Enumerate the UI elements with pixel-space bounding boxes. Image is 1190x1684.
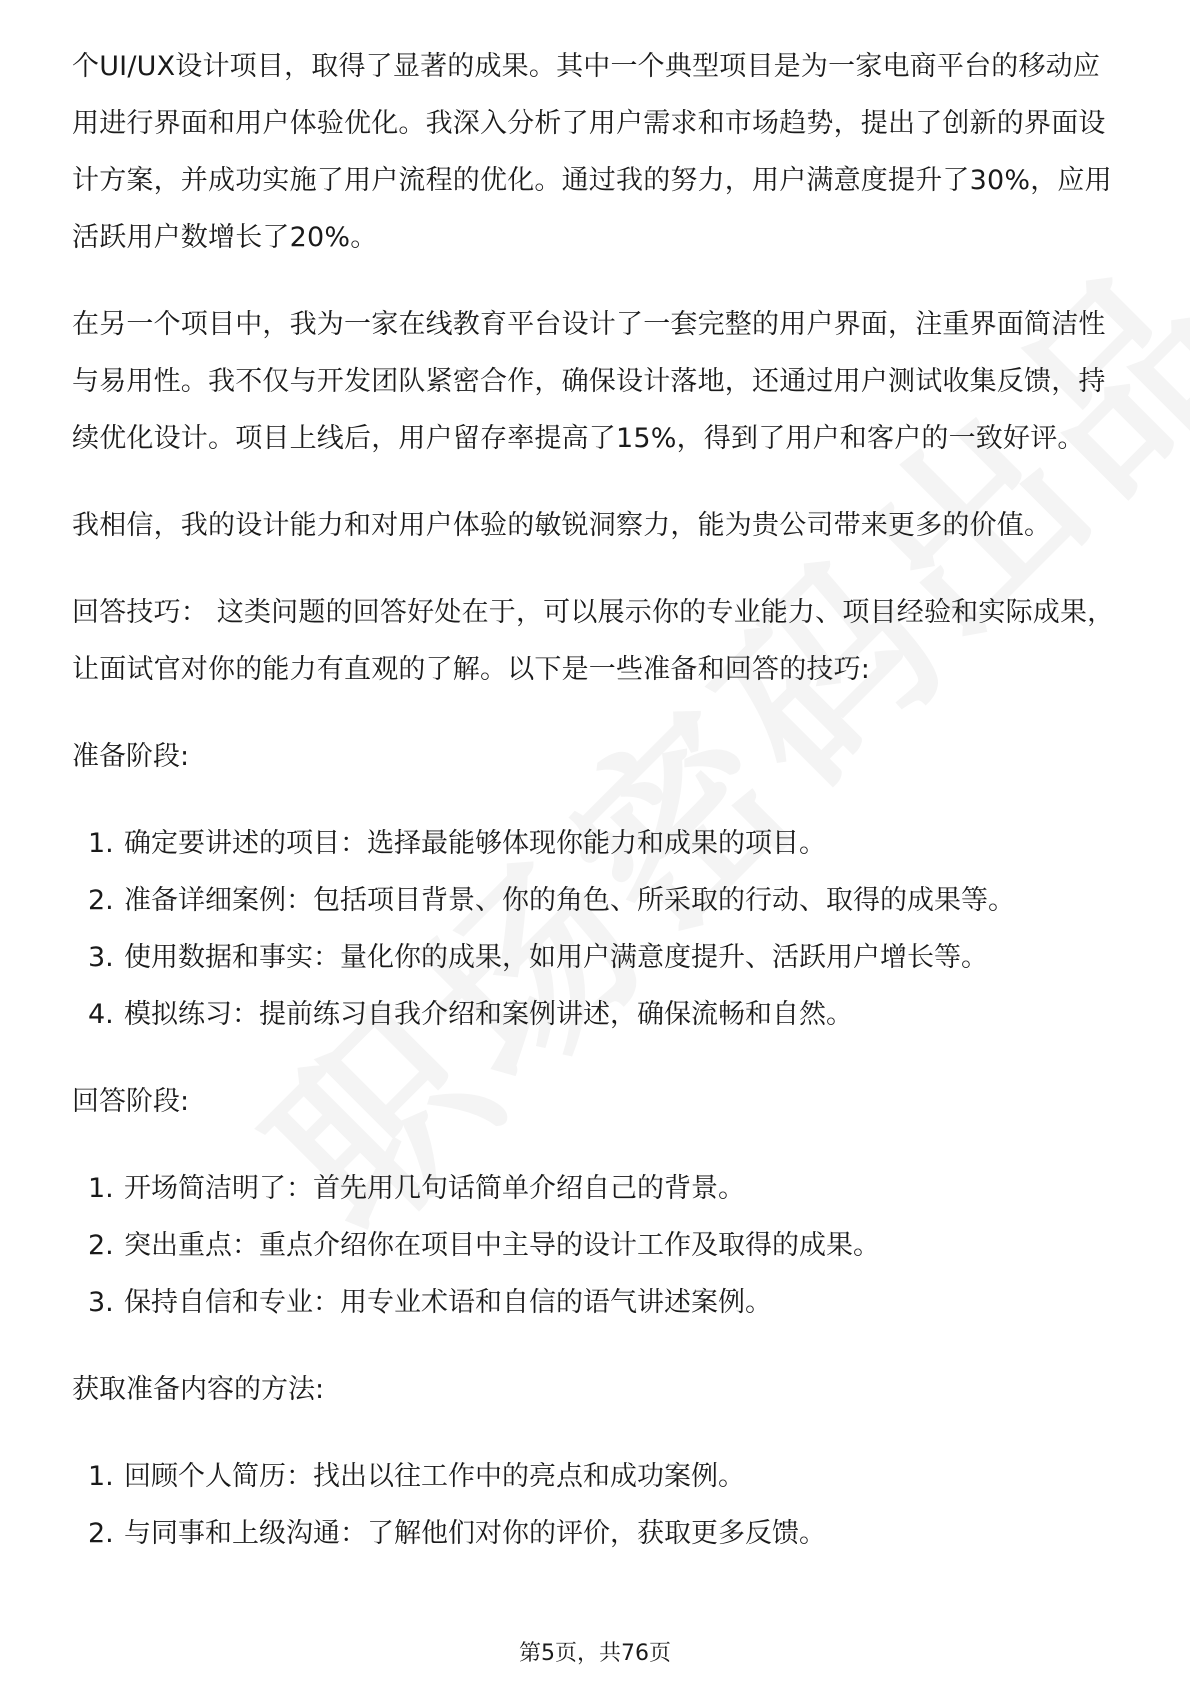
paragraph-answer-tips: 回答技巧： 这类问题的回答好处在于，可以展示你的专业能力、项目经验和实际成果，让面试官对你的能力有直观的了解。以下是一些准备和回答的技巧: [72, 597, 1115, 685]
list-item-number: 2. [88, 1518, 114, 1549]
list-item-number: 1. [88, 1173, 114, 1204]
list-item-text: 突出重点：重点介绍你在项目中主导的设计工作及取得的成果。 [124, 1230, 880, 1261]
list-item-number: 1. [88, 1461, 114, 1492]
list-method [72, 1448, 1122, 1562]
list-item-text: 与同事和上级沟通：了解他们对你的评价，获取更多反馈。 [124, 1518, 826, 1549]
list-item-text: 使用数据和事实：量化你的成果，如用户满意度提升、活跃用户增长等。 [124, 942, 988, 973]
list-item [72, 1448, 1122, 1505]
list-item-number: 2. [88, 885, 114, 916]
list-item [72, 1505, 1122, 1562]
list-item-number: 1. [88, 828, 114, 859]
list-item-text: 模拟练习：提前练习自我介绍和案例讲述，确保流畅和自然。 [124, 999, 853, 1030]
paragraph-project-1: 个UI/UX设计项目，取得了显著的成果。其中一个典型项目是为一家电商平台的移动应用进行界面和用户体验优化。我深入分析了用户需求和市场趋势，提出了创新的界面设计方案，并成功实施了用户流程的优化。通过我的努力，用户满意度提升了30%，应用活跃用户数增长了20%。 [72, 51, 1112, 253]
list-item-text: 准备详细案例：包括项目背景、你的角色、所采取的行动、取得的成果等。 [124, 885, 1015, 916]
list-item [72, 986, 1122, 1043]
heading-prep-stage: 准备阶段: [72, 741, 190, 772]
list-item [72, 1160, 1122, 1217]
list-item-text: 开场简洁明了：首先用几句话简单介绍自己的背景。 [124, 1173, 745, 1204]
paragraph-conclusion: 我相信，我的设计能力和对用户体验的敏锐洞察力，能为贵公司带来更多的价值。 [72, 510, 1052, 541]
paragraph-project-2: 在另一个项目中，我为一家在线教育平台设计了一套完整的用户界面，注重界面简洁性与易用性。我不仅与开发团队紧密合作，确保设计落地，还通过用户测试收集反馈，持续优化设计。项目上线后，用户留存率提高了15%，得到了用户和客户的一致好评。 [72, 309, 1106, 454]
list-item-text: 回顾个人简历：找出以往工作中的亮点和成功案例。 [124, 1461, 745, 1492]
list-answer-stage [72, 1160, 1122, 1331]
list-prep-stage [72, 815, 1122, 1043]
page-number-footer: 第5页，共76页 [519, 1641, 671, 1666]
list-item [72, 1217, 1122, 1274]
list-item [72, 1274, 1122, 1331]
heading-method: 获取准备内容的方法: [72, 1374, 325, 1405]
heading-answer-stage: 回答阶段: [72, 1086, 190, 1117]
list-item-number: 4. [88, 999, 114, 1030]
page-content [72, 38, 1122, 1562]
list-item-number: 3. [88, 1287, 114, 1318]
list-item-number: 2. [88, 1230, 114, 1261]
list-item-number: 3. [88, 942, 114, 973]
list-item [72, 872, 1122, 929]
list-item [72, 815, 1122, 872]
list-item-text: 保持自信和专业：用专业术语和自信的语气讲述案例。 [124, 1287, 772, 1318]
list-item-text: 确定要讲述的项目：选择最能够体现你能力和成果的项目。 [124, 828, 826, 859]
list-item [72, 929, 1122, 986]
